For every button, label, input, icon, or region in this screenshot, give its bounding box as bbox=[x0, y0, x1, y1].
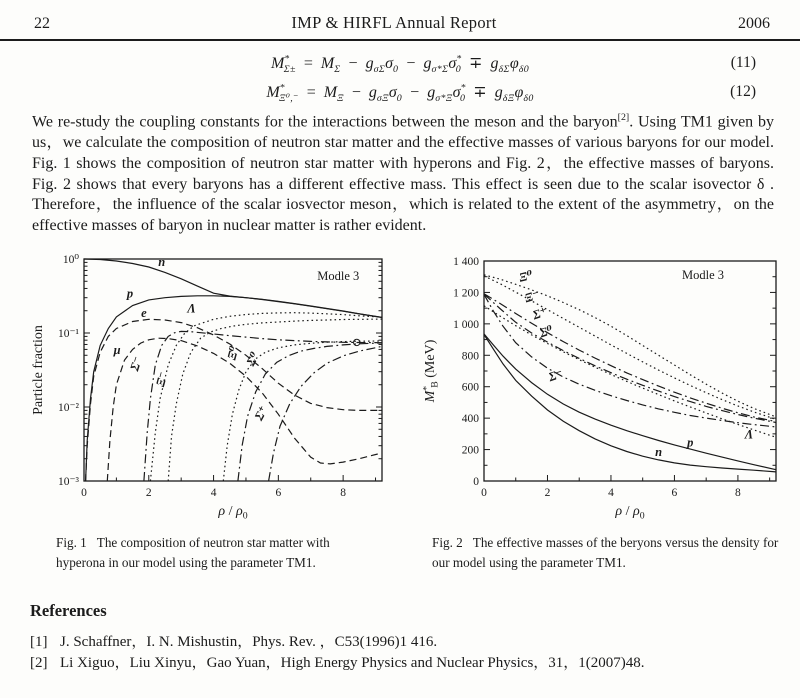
equations-block bbox=[0, 53, 800, 104]
svg-text:M*B (MeV): M*B (MeV) bbox=[421, 340, 441, 403]
svg-text:n: n bbox=[655, 445, 663, 460]
svg-text:10⁰: 10⁰ bbox=[62, 254, 79, 267]
figure-2-caption-text: The effective masses of the beryons versus the density for our model using the parameter TM1. bbox=[432, 535, 779, 571]
svg-text:Ξ⁰: Ξ⁰ bbox=[224, 344, 242, 362]
page-header bbox=[0, 0, 800, 33]
figure-1-chart bbox=[28, 249, 394, 521]
body-paragraph bbox=[32, 112, 774, 236]
svg-text:1 000: 1 000 bbox=[453, 319, 479, 332]
svg-text:μ: μ bbox=[113, 343, 121, 358]
svg-text:8: 8 bbox=[340, 487, 347, 500]
figure-2-caption bbox=[432, 533, 784, 573]
svg-text:Ξ⁰: Ξ⁰ bbox=[517, 268, 535, 286]
svg-text:p: p bbox=[687, 436, 694, 451]
svg-text:e: e bbox=[141, 306, 147, 321]
equation-11-number: (11) bbox=[730, 54, 756, 71]
figures-row bbox=[28, 249, 800, 521]
captions-row bbox=[0, 533, 800, 573]
svg-text:Ξ⁻: Ξ⁻ bbox=[153, 370, 171, 389]
svg-text:p: p bbox=[126, 287, 134, 302]
svg-text:10⁻³: 10⁻³ bbox=[57, 476, 79, 489]
paragraph-text-1: We re-study the coupling constants for the interactions between the meson and the baryon bbox=[32, 113, 618, 131]
references-section bbox=[30, 601, 800, 675]
journal-title: IMP & HIRFL Annual Report bbox=[291, 13, 497, 32]
journal-year: 2006 bbox=[738, 15, 770, 32]
svg-text:10⁻¹: 10⁻¹ bbox=[57, 328, 79, 341]
header-rule bbox=[0, 39, 800, 41]
chart-svg bbox=[28, 249, 394, 521]
svg-text:400: 400 bbox=[461, 413, 479, 426]
svg-text:Σ⁻: Σ⁻ bbox=[127, 355, 146, 374]
svg-text:Modle 3: Modle 3 bbox=[317, 269, 360, 284]
svg-text:Particle fraction: Particle fraction bbox=[31, 325, 46, 416]
svg-text:0: 0 bbox=[81, 487, 87, 500]
svg-text:0: 0 bbox=[473, 476, 479, 489]
svg-text:0: 0 bbox=[481, 487, 487, 500]
svg-text:Σ⁺: Σ⁺ bbox=[530, 305, 549, 323]
svg-text:6: 6 bbox=[275, 487, 282, 500]
svg-text:Ξ⁻: Ξ⁻ bbox=[522, 288, 542, 306]
svg-text:Σ⁰: Σ⁰ bbox=[537, 323, 555, 341]
reference-item-2 bbox=[30, 653, 800, 674]
svg-text:6: 6 bbox=[671, 487, 678, 500]
figure-2-chart bbox=[420, 249, 786, 521]
equation-12 bbox=[0, 82, 800, 104]
reference-1-marker: [1] bbox=[30, 634, 48, 651]
svg-text:800: 800 bbox=[461, 350, 479, 363]
citation-marker: [2] bbox=[617, 112, 630, 124]
equation-12-number: (12) bbox=[730, 83, 756, 101]
reference-2-text: Li Xiguo，Liu Xinyu，Gao Yuan，High Energy Physics and Nuclear Physics，31，1(2007)48. bbox=[60, 655, 645, 672]
svg-text:2: 2 bbox=[544, 487, 551, 500]
svg-text:4: 4 bbox=[608, 487, 614, 500]
reference-2-marker: [2] bbox=[30, 655, 48, 672]
page-number: 22 bbox=[34, 15, 50, 32]
svg-text:Σ⁺: Σ⁺ bbox=[251, 403, 271, 424]
svg-text:Modle 3: Modle 3 bbox=[681, 268, 725, 283]
figure-1-caption-tag: Fig. 1 bbox=[56, 535, 87, 551]
figure-1-caption bbox=[56, 533, 358, 573]
svg-text:200: 200 bbox=[461, 445, 479, 458]
svg-text:n: n bbox=[158, 255, 166, 270]
svg-text:Λ: Λ bbox=[187, 301, 196, 316]
svg-text:Σ⁰: Σ⁰ bbox=[243, 350, 263, 369]
svg-text:ρ / ρ0: ρ / $\rho_0$ bbox=[615, 504, 645, 522]
equation-11 bbox=[0, 53, 800, 75]
chart-svg bbox=[420, 249, 786, 521]
svg-text:10⁻²: 10⁻² bbox=[57, 402, 79, 415]
equation-12-body: $M^*_{\Xi^0,^-} = M_\Xi - g_{\sigma\Xi}\sigma_0 - g_{\sigma*\Xi}\sigma^*_0 \mp g_{\delta\Xi}\varphi_{\delta 0}$ bbox=[266, 82, 534, 105]
paragraph-text-2: . Using TM1 given by us，we calculate the composition of neutron star matter and the effective masses of various baryons for our model. Fig. 1 shows the composition of neutron star matter with hyperons and Fig. 2，the effective masses of baryons. Fig. 2 shows that every baryons has a different effective mass. This effect is seen due to the scalar isovector δ . Therefore，the influence of the scalar iosvector meson，which is related to the extent of the asymmetry，on the effective masses of baryon in nuclear matter is rather evident. bbox=[32, 113, 775, 234]
figure-2-caption-tag: Fig. 2 bbox=[432, 535, 463, 551]
reference-item-1 bbox=[30, 632, 800, 653]
figure-1-caption-text: The composition of neutron star matter with hyperona in our model using the parameter TM1. bbox=[56, 535, 330, 571]
svg-text:Λ: Λ bbox=[744, 427, 754, 442]
svg-text:1 200: 1 200 bbox=[453, 287, 479, 300]
svg-text:Σ⁻: Σ⁻ bbox=[546, 366, 565, 385]
reference-1-text: J. Schaffner，I. N. Mishustin，Phys. Rev. ，C53(1996)1 416. bbox=[60, 634, 438, 651]
equation-11-body: $M^*_{\Sigma\pm} = M_\Sigma - g_{\sigma\Sigma}\sigma_0 - g_{\sigma*\Sigma}\sigma^*_0 \mp g_{\delta\Sigma}\varphi_{\delta 0}$ bbox=[270, 53, 530, 76]
svg-text:ρ / ρ0: ρ / $\rho_0$ bbox=[218, 504, 248, 522]
svg-text:1 400: 1 400 bbox=[453, 256, 479, 269]
references-heading: References bbox=[30, 601, 107, 621]
svg-text:2: 2 bbox=[145, 487, 152, 500]
svg-text:8: 8 bbox=[735, 487, 741, 500]
svg-text:600: 600 bbox=[461, 382, 479, 395]
svg-text:4: 4 bbox=[210, 487, 217, 500]
